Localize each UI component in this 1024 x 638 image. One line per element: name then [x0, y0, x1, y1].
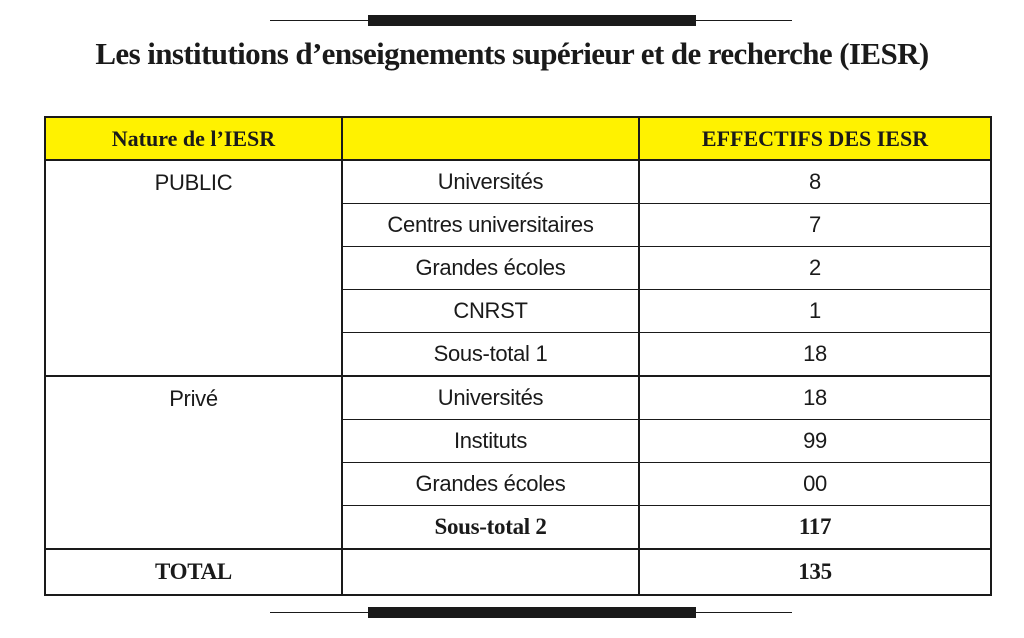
total-label: TOTAL: [45, 549, 342, 595]
table-header-row: [45, 117, 991, 160]
total-row: [45, 549, 991, 595]
table-row: [45, 376, 991, 420]
row-category: Universités: [342, 160, 639, 204]
subtotal-value-1: 18: [639, 333, 991, 377]
group-label-public: PUBLIC: [45, 160, 342, 376]
row-value: 99: [639, 420, 991, 463]
header-effectifs: EFFECTIFS DES IESR: [639, 117, 991, 160]
subtotal-value-2: 117: [639, 506, 991, 550]
row-value: 18: [639, 376, 991, 420]
row-value: 1: [639, 290, 991, 333]
row-value: 7: [639, 204, 991, 247]
top-decorative-rule: [270, 15, 792, 27]
document-title: Les institutions d’enseignements supérieur et de recherche (IESR): [95, 36, 929, 71]
header-nature: Nature de l’IESR: [45, 117, 342, 160]
top-thick-bar: [368, 15, 696, 26]
bottom-decorative-rule: [270, 607, 792, 619]
total-value: 135: [639, 549, 991, 595]
table-row: [45, 160, 991, 204]
subtotal-label-1: Sous-total 1: [342, 333, 639, 377]
bottom-thick-bar: [368, 607, 696, 618]
iesr-table: [44, 116, 992, 596]
group-label-prive: Privé: [45, 376, 342, 549]
row-value: 00: [639, 463, 991, 506]
total-empty-cell: [342, 549, 639, 595]
row-category: Grandes écoles: [342, 247, 639, 290]
row-value: 2: [639, 247, 991, 290]
row-category: Centres universitaires: [342, 204, 639, 247]
row-category: CNRST: [342, 290, 639, 333]
row-value: 8: [639, 160, 991, 204]
subtotal-label-2: Sous-total 2: [342, 506, 639, 550]
row-category: Grandes écoles: [342, 463, 639, 506]
row-category: Universités: [342, 376, 639, 420]
header-category: [342, 117, 639, 160]
row-category: Instituts: [342, 420, 639, 463]
